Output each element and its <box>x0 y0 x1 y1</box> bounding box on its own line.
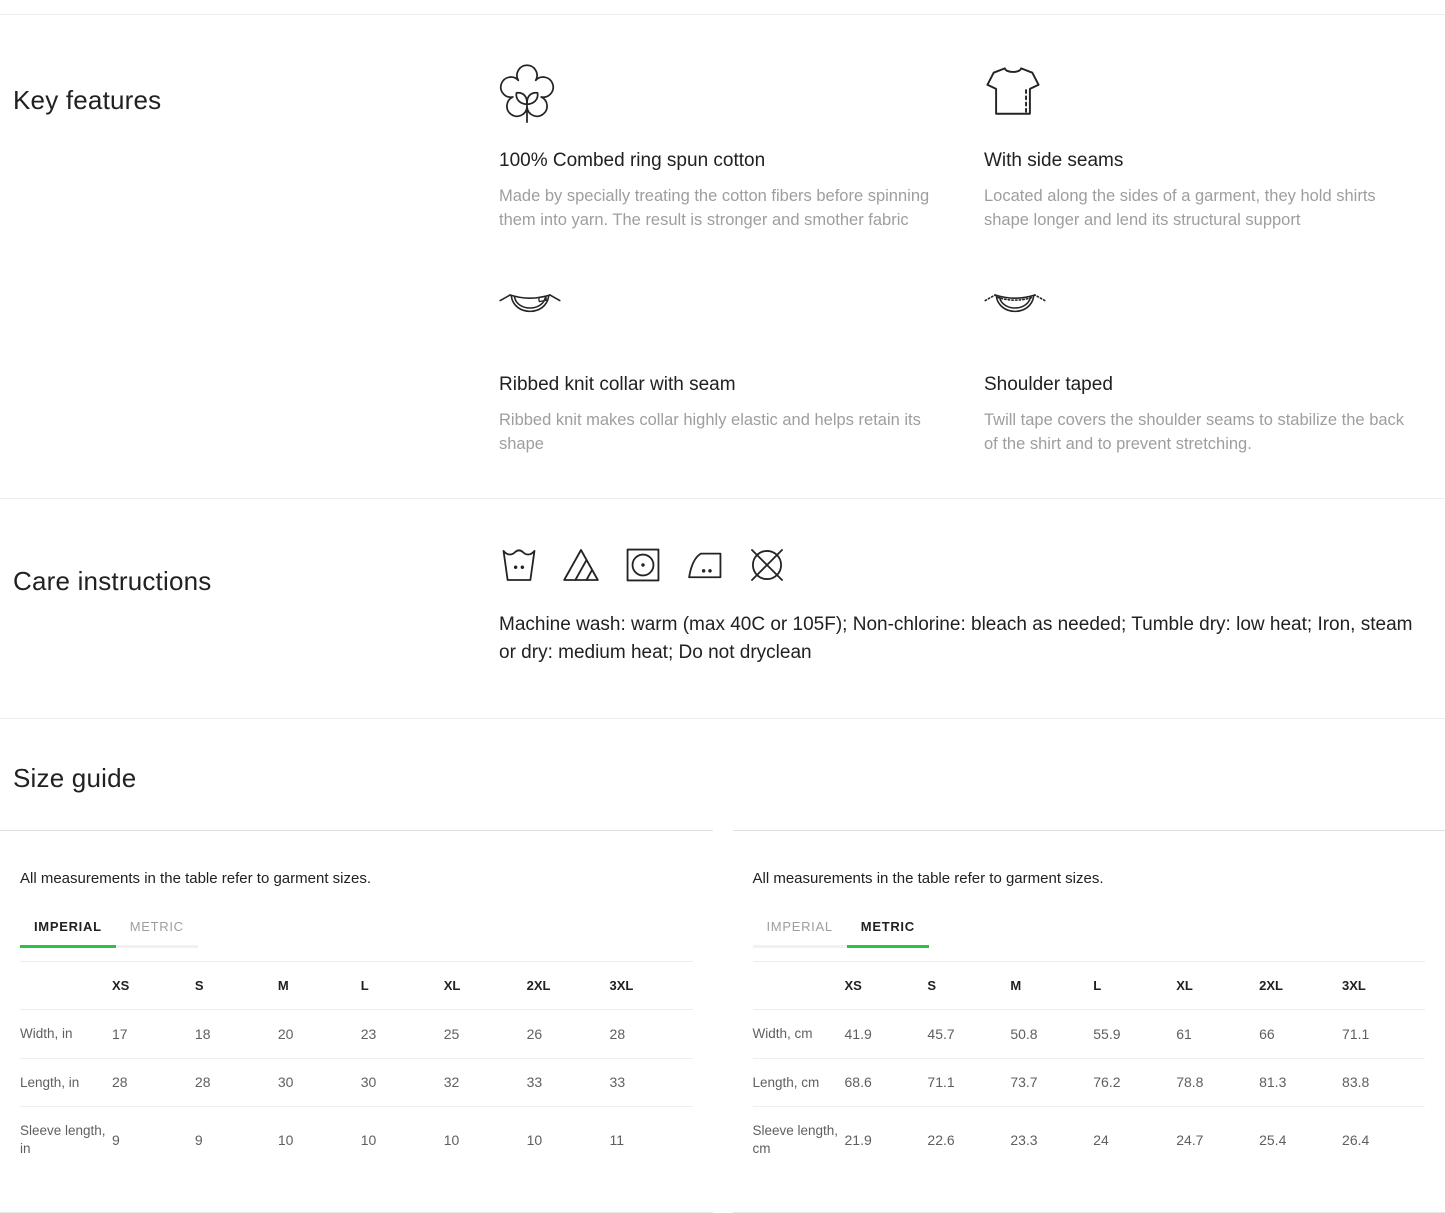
corner-cell <box>753 962 845 1010</box>
size-column-header: XS <box>112 962 195 1010</box>
measurement-cell: 17 <box>112 1010 195 1059</box>
unit-tabs <box>753 919 1426 948</box>
side-seams-icon <box>984 64 1415 126</box>
size-column-header: 2XL <box>527 962 610 1010</box>
measurement-cell: 55.9 <box>1093 1010 1176 1059</box>
tumble-dry-icon <box>623 545 663 585</box>
size-table-body <box>20 1010 693 1173</box>
care-icons-row <box>499 545 1445 585</box>
feature-description: Ribbed knit makes collar highly elastic and helps retain its shape <box>499 409 944 456</box>
measurement-cell: 11 <box>610 1107 693 1173</box>
measurement-cell: 24 <box>1093 1107 1176 1173</box>
size-table-header-row <box>20 962 693 1010</box>
measurement-cell: 83.8 <box>1342 1058 1425 1107</box>
row-label: Length, in <box>20 1058 112 1107</box>
size-column-header: XL <box>1176 962 1259 1010</box>
measurement-cell: 18 <box>195 1010 278 1059</box>
measurement-cell: 66 <box>1259 1010 1342 1059</box>
measurement-cell: 30 <box>361 1058 444 1107</box>
row-label: Sleeve length, in <box>20 1107 112 1173</box>
measurement-cell: 20 <box>278 1010 361 1059</box>
measurement-cell: 71.1 <box>927 1058 1010 1107</box>
feature-description: Twill tape covers the shoulder seams to stabilize the back of the shirt and to prevent stretching. <box>984 409 1415 456</box>
size-column-header: M <box>278 962 361 1010</box>
measurement-cell: 21.9 <box>845 1107 928 1173</box>
measurement-cell: 10 <box>527 1107 610 1173</box>
size-column-header: M <box>1010 962 1093 1010</box>
size-column-header: L <box>1093 962 1176 1010</box>
machine-wash-icon <box>499 545 539 585</box>
care-instructions-section <box>0 499 1445 717</box>
measurement-cell: 28 <box>610 1010 693 1059</box>
size-column-header: S <box>927 962 1010 1010</box>
feature-ribbed-collar <box>499 288 984 456</box>
key-features-heading: Key features <box>0 86 499 267</box>
corner-cell <box>20 962 112 1010</box>
non-chlorine-bleach-icon <box>561 545 601 585</box>
tab-metric[interactable]: METRIC <box>847 919 929 948</box>
measurement-cell: 10 <box>361 1107 444 1173</box>
size-table-header-row <box>753 962 1426 1010</box>
size-table-head <box>753 962 1426 1010</box>
feature-combed-cotton <box>499 64 984 232</box>
section-divider <box>0 718 1445 719</box>
table-row <box>753 1107 1426 1173</box>
size-column-header: XS <box>845 962 928 1010</box>
iron-icon <box>685 545 725 585</box>
care-instructions-text: Machine wash: warm (max 40C or 105F); Non-chlorine: bleach as needed; Tumble dry: low heat; Iron, steam or dry: medium heat; Do not dryclean <box>499 611 1439 667</box>
measurement-cell: 68.6 <box>845 1058 928 1107</box>
measurement-cell: 23.3 <box>1010 1107 1093 1173</box>
measurement-cell: 9 <box>195 1107 278 1173</box>
feature-title: 100% Combed ring spun cotton <box>499 150 944 172</box>
size-column-header: 3XL <box>1342 962 1425 1010</box>
measurement-cell: 26 <box>527 1010 610 1059</box>
feature-title: With side seams <box>984 150 1415 172</box>
measurement-cell: 73.7 <box>1010 1058 1093 1107</box>
measurement-cell: 10 <box>444 1107 527 1173</box>
measurement-cell: 30 <box>278 1058 361 1107</box>
measurement-cell: 50.8 <box>1010 1010 1093 1059</box>
size-column-header: XL <box>444 962 527 1010</box>
measurement-cell: 32 <box>444 1058 527 1107</box>
unit-tabs <box>20 919 693 948</box>
measurements-note: All measurements in the table refer to garment sizes. <box>20 870 693 887</box>
measurement-cell: 25 <box>444 1010 527 1059</box>
size-table-wrap <box>753 961 1426 1173</box>
size-table <box>753 962 1426 1173</box>
care-instructions-content <box>499 545 1445 667</box>
size-column-header: 2XL <box>1259 962 1342 1010</box>
measurements-note: All measurements in the table refer to garment sizes. <box>753 870 1426 887</box>
size-table-body <box>753 1010 1426 1173</box>
size-guide-heading: Size guide <box>0 740 1445 808</box>
measurement-cell: 33 <box>527 1058 610 1107</box>
measurement-cell: 23 <box>361 1010 444 1059</box>
measurement-cell: 9 <box>112 1107 195 1173</box>
feature-shoulder-taped <box>984 288 1445 456</box>
size-guide-panel <box>0 830 713 1213</box>
measurement-cell: 81.3 <box>1259 1058 1342 1107</box>
measurement-cell: 25.4 <box>1259 1107 1342 1173</box>
table-row <box>753 1010 1426 1059</box>
measurement-cell: 78.8 <box>1176 1058 1259 1107</box>
measurement-cell: 71.1 <box>1342 1010 1425 1059</box>
tab-imperial[interactable]: IMPERIAL <box>20 919 116 948</box>
measurement-cell: 22.6 <box>927 1107 1010 1173</box>
size-guide-panel <box>733 830 1445 1213</box>
row-label: Width, cm <box>753 1010 845 1059</box>
shoulder-tape-icon <box>984 288 1415 350</box>
key-features-section <box>0 15 1445 498</box>
table-row <box>20 1058 693 1107</box>
size-column-header: S <box>195 962 278 1010</box>
table-row <box>753 1058 1426 1107</box>
feature-title: Ribbed knit collar with seam <box>499 374 944 396</box>
measurement-cell: 28 <box>195 1058 278 1107</box>
ribbed-collar-icon <box>499 288 944 350</box>
feature-description: Located along the sides of a garment, they hold shirts shape longer and lend its structural support <box>984 185 1415 232</box>
measurement-cell: 24.7 <box>1176 1107 1259 1173</box>
feature-side-seams <box>984 64 1445 232</box>
measurement-cell: 10 <box>278 1107 361 1173</box>
measurement-cell: 76.2 <box>1093 1058 1176 1107</box>
tab-imperial[interactable]: IMPERIAL <box>753 919 847 948</box>
size-guide-panels <box>0 830 1445 1213</box>
size-table-wrap <box>20 961 693 1173</box>
table-row <box>20 1107 693 1173</box>
row-label: Sleeve length, cm <box>753 1107 845 1173</box>
measurement-cell: 28 <box>112 1058 195 1107</box>
feature-description: Made by specially treating the cotton fibers before spinning them into yarn. The result is stronger and smother fabric <box>499 185 944 232</box>
care-instructions-heading: Care instructions <box>0 567 499 646</box>
cotton-icon <box>499 64 944 126</box>
size-table-head <box>20 962 693 1010</box>
row-label: Length, cm <box>753 1058 845 1107</box>
do-not-dryclean-icon <box>747 545 787 585</box>
feature-title: Shoulder taped <box>984 374 1415 396</box>
size-column-header: L <box>361 962 444 1010</box>
measurement-cell: 61 <box>1176 1010 1259 1059</box>
row-label: Width, in <box>20 1010 112 1059</box>
measurement-cell: 33 <box>610 1058 693 1107</box>
size-column-header: 3XL <box>610 962 693 1010</box>
measurement-cell: 45.7 <box>927 1010 1010 1059</box>
table-row <box>20 1010 693 1059</box>
measurement-cell: 26.4 <box>1342 1107 1425 1173</box>
size-table <box>20 962 693 1173</box>
measurement-cell: 41.9 <box>845 1010 928 1059</box>
tab-metric[interactable]: METRIC <box>116 919 198 948</box>
